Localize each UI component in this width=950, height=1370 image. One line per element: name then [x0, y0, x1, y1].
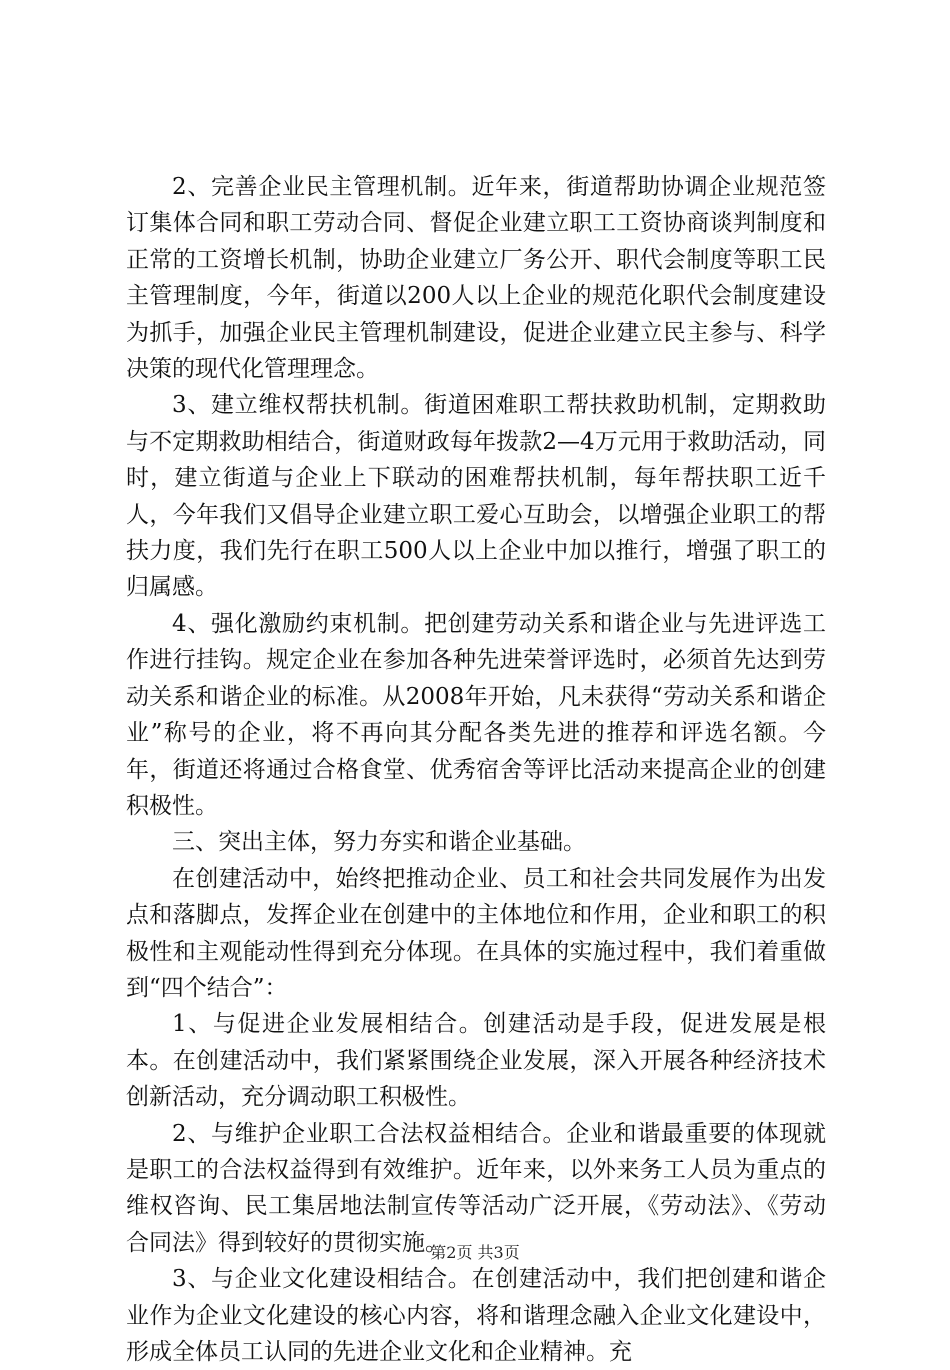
document-body: [126, 169, 826, 1370]
section-heading-three: 三、突出主体，努力夯实和谐企业基础。: [172, 829, 586, 856]
paragraph-incentive-constraint: 4、强化激励约束机制。把创建劳动关系和谐企业与先进评选工作进行挂钩。规定企业在参加各种先进荣誉评选时，必须首先达到劳动关系和谐企业的标准。从2008年开始，凡未获得“劳动关系和谐企业”称号的企业，将不再向其分配各类先进的推荐和评选名额。今年，街道还将通过合格食堂、优秀宿舍等评比活动来提高企业的创建积极性。: [126, 610, 826, 819]
paragraph-creation-activities: 在创建活动中，始终把推动企业、员工和社会共同发展作为出发点和落脚点，发挥企业在创建中的主体地位和作用，企业和职工的积极性和主观能动性得到充分体现。在具体的实施过程中，我们着重做到“四个结合”：: [126, 865, 826, 1001]
paragraph-rights-assistance: 3、建立维权帮扶机制。街道困难职工帮扶救助机制，定期救助与不定期救助相结合，街道财政每年拨款2—4万元用于救助活动，同时，建立街道与企业上下联动的困难帮扶机制，每年帮扶职工近千人，今年我们又倡导企业建立职工爱心互助会，以增强企业职工的帮扶力度，我们先行在职工500人以上企业中加以推行，增强了职工的归属感。: [126, 392, 826, 601]
paragraph-worker-rights: 2、与维护企业职工合法权益相结合。企业和谐最重要的体现就是职工的合法权益得到有效维护。近年来，以外来务工人员为重点的维权咨询、民工集居地法制宣传等活动广泛开展，《劳动法》、《劳动合同法》得到较好的贯彻实施。: [126, 1120, 826, 1256]
page-footer: 第2页 共3页: [430, 1243, 520, 1262]
paragraph-democratic-management: 2、完善企业民主管理机制。近年来，街道帮助协调企业规范签订集体合同和职工劳动合同、督促企业建立职工工资协商谈判制度和正常的工资增长机制，协助企业建立厂务公开、职代会制度等职工民主管理制度，今年，街道以200人以上企业的规范化职代会制度建设为抓手，加强企业民主管理机制建设，促进企业建立民主参与、科学决策的现代化管理理念。: [126, 174, 826, 383]
paragraph-enterprise-development: 1、与促进企业发展相结合。创建活动是手段，促进发展是根本。在创建活动中，我们紧紧围绕企业发展，深入开展各种经济技术创新活动，充分调动职工积极性。: [126, 1011, 826, 1111]
paragraph-corporate-culture: 3、与企业文化建设相结合。在创建活动中，我们把创建和谐企业作为企业文化建设的核心内容，将和谐理念融入企业文化建设中，形成全体员工认同的先进企业文化和企业精神。充: [126, 1266, 826, 1365]
